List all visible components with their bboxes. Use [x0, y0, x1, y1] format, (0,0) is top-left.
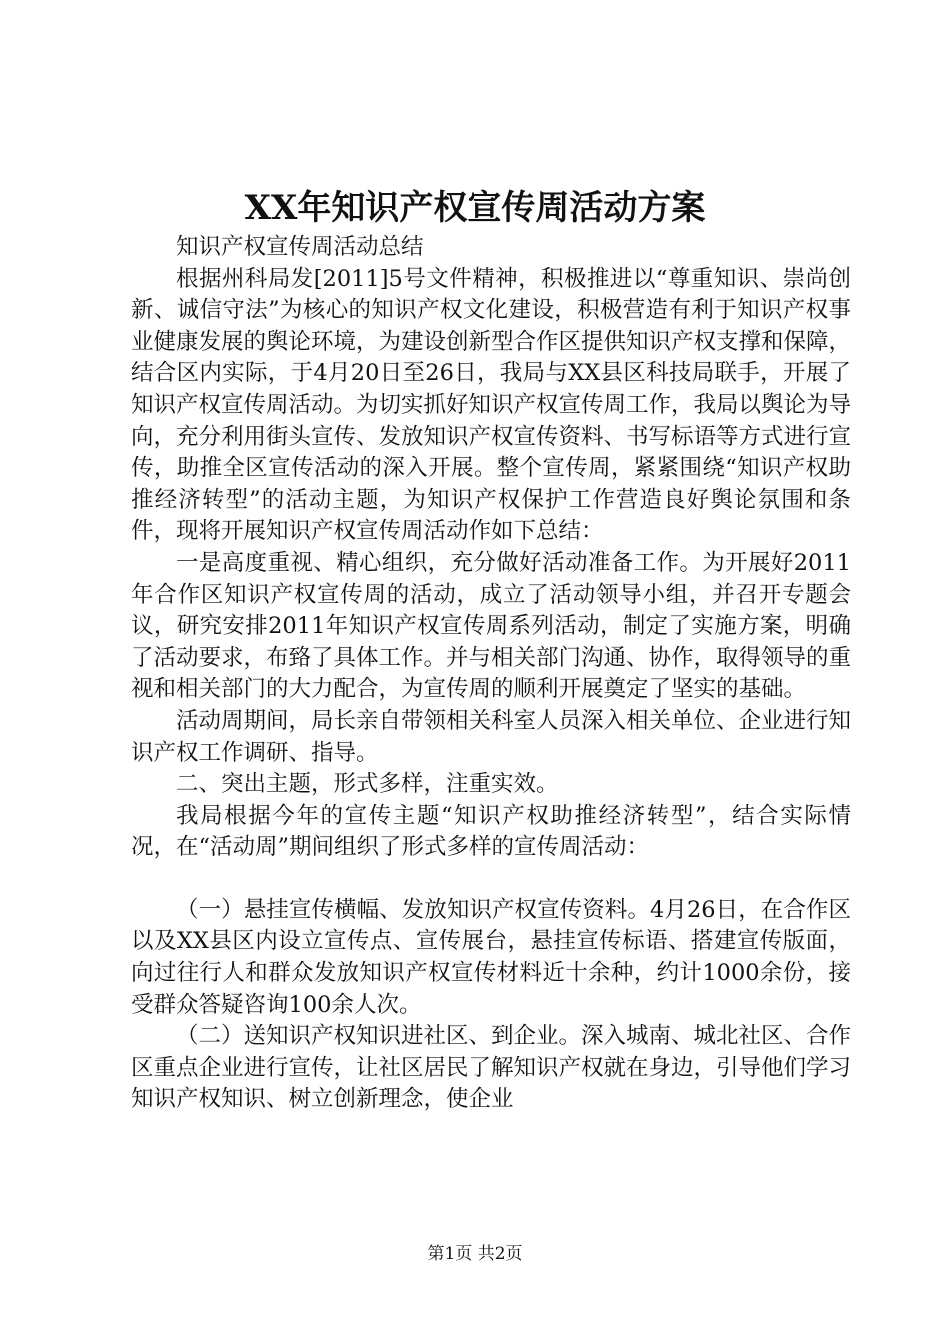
body-paragraph: 我局根据今年的宣传主题“知识产权助推经济转型”，结合实际情况，在“活动周”期间组织了形式多样的宣传周活动： — [131, 802, 851, 861]
body-paragraph: （一）悬挂宣传横幅、发放知识产权宣传资料。4月26日，在合作区以及XX县区内设立宣传点、宣传展台，悬挂宣传标语、搭建宣传版面，向过往行人和群众发放知识产权宣传材料近十余种，约计1000余份，接受群众答疑咨询100余人次。 — [131, 896, 851, 1018]
section-heading: 知识产权宣传周活动总结 — [176, 234, 424, 260]
document-title: XX年知识产权宣传周活动方案 — [244, 188, 706, 228]
document-body — [131, 232, 851, 1116]
page-number: 第1页 共2页 — [427, 1244, 523, 1264]
body-paragraph: 二、突出主题，形式多样，注重实效。 — [176, 771, 559, 798]
body-paragraph: 一是高度重视、精心组织，充分做好活动准备工作。为开展好2011年合作区知识产权宣传周的活动，成立了活动领导小组，并召开专题会议，研究安排2011年知识产权宣传周系列活动，制定了实施方案，明确了活动要求，布臵了具体工作。并与相关部门沟通、协作，取得领导的重视和相关部门的大力配合，为宣传周的顺利开展奠定了坚实的基础。 — [131, 549, 852, 703]
body-paragraph: （二）送知识产权知识进社区、到企业。深入城南、城北社区、合作区重点企业进行宣传，让社区居民了解知识产权就在身边，引导他们学习知识产权知识、树立创新理念，使企业 — [131, 1023, 852, 1113]
body-paragraph: 活动周期间，局长亲自带领相关科室人员深入相关单位、企业进行知识产权工作调研、指导。 — [131, 707, 852, 766]
body-paragraph: 根据州科局发[2011]5号文件精神，积极推进以“尊重知识、崇尚创新、诚信守法”为核心的知识产权文化建设，积极营造有利于知识产权事业健康发展的舆论环境，为建设创新型合作区提供知识产权支撑和保障，结合区内实际，于4月20日至26日，我局与XX县区科技局联手，开展了知识产权宣传周活动。为切实抓好知识产权宣传周工作，我局以舆论为导向，充分利用街头宣传、发放知识产权宣传资料、书写标语等方式进行宣传，助推全区宣传活动的深入开展。整个宣传周，紧紧围绕“知识产权助推经济转型”的活动主题，为知识产权保护工作营造良好舆论氛围和条件，现将开展知识产权宣传周活动作如下总结： — [131, 265, 852, 545]
